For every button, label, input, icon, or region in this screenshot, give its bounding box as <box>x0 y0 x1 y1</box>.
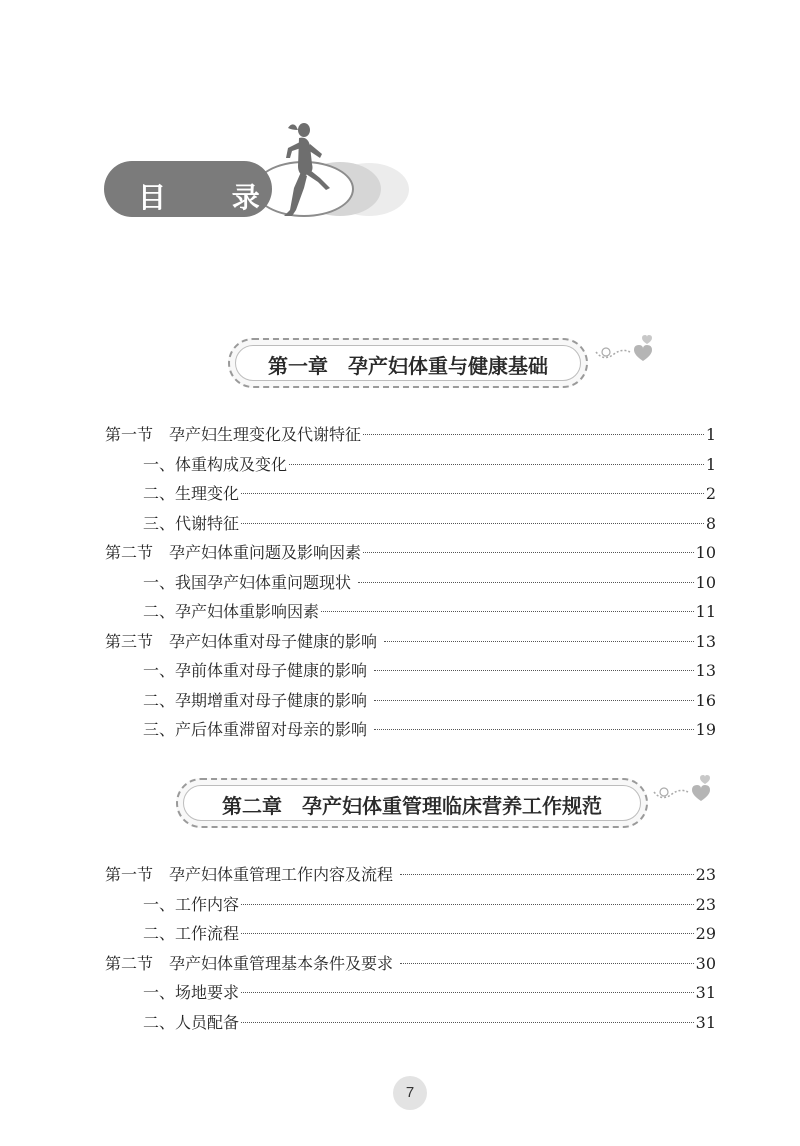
dot-leader <box>241 493 704 494</box>
toc-item-row[interactable] <box>105 1008 716 1038</box>
toc-item-row[interactable] <box>105 656 716 686</box>
toc-page-number: 11 <box>695 602 716 621</box>
toc-section-row[interactable] <box>105 420 716 450</box>
toc-item-row[interactable] <box>105 597 716 627</box>
toc-item-row[interactable] <box>105 978 716 1008</box>
toc-item-row[interactable] <box>105 509 716 539</box>
toc-item-row[interactable] <box>105 568 716 598</box>
toc-item-row[interactable] <box>105 890 716 920</box>
toc-page-number: 23 <box>695 865 716 884</box>
runner-silhouette-icon <box>274 118 334 222</box>
dot-leader <box>374 670 694 671</box>
toc-page-number: 31 <box>695 983 716 1002</box>
chapter-header <box>228 338 668 388</box>
toc-page-number: 31 <box>695 1012 716 1032</box>
toc-item-row[interactable] <box>105 450 716 480</box>
toc-page-number: 16 <box>695 690 716 710</box>
toc-page-number: 29 <box>695 924 716 943</box>
chapter-title: 第二章 孕产妇体重管理临床营养工作规范 <box>222 794 602 818</box>
toc-entry-label: 一、体重构成及变化 <box>143 454 288 474</box>
toc-title-badge <box>104 118 414 222</box>
toc-entry-label: 二、人员配备 <box>143 1012 240 1032</box>
toc-item-row[interactable] <box>105 479 716 509</box>
dot-leader <box>400 963 694 964</box>
toc-entry-label: 三、代谢特征 <box>143 513 240 533</box>
dot-leader <box>241 933 694 934</box>
toc-item-row[interactable] <box>105 715 716 745</box>
toc-page-number: 13 <box>695 661 716 680</box>
toc-entry-label: 二、生理变化 <box>143 484 240 503</box>
toc-chapter-1 <box>105 420 716 745</box>
page-title: 目 录 <box>138 181 288 214</box>
hearts-icon <box>594 332 654 372</box>
toc-page-number: 13 <box>695 631 716 651</box>
toc-entry-label: 第二节 孕产妇体重问题及影响因素 <box>105 543 362 562</box>
toc-page-number: 1 <box>705 454 716 474</box>
dot-leader <box>241 992 694 993</box>
hearts-icon <box>652 772 712 812</box>
toc-section-row[interactable] <box>105 860 716 890</box>
toc-page-number: 30 <box>695 953 716 973</box>
toc-item-row[interactable] <box>105 919 716 949</box>
toc-item-row[interactable] <box>105 686 716 716</box>
toc-page-number: 8 <box>705 513 716 533</box>
dot-leader <box>363 434 704 435</box>
toc-entry-label: 二、孕期增重对母子健康的影响 <box>143 690 373 710</box>
toc-page-number: 2 <box>705 484 716 503</box>
toc-entry-label: 一、孕前体重对母子健康的影响 <box>143 661 373 680</box>
toc-page-number: 19 <box>695 720 716 739</box>
toc-entry-label: 二、工作流程 <box>143 924 240 943</box>
chapter-header <box>176 778 716 828</box>
toc-entry-label: 一、场地要求 <box>143 983 240 1002</box>
toc-entry-label: 二、孕产妇体重影响因素 <box>143 602 320 621</box>
dot-leader <box>384 641 694 642</box>
dot-leader <box>374 700 694 701</box>
toc-entry-label: 第一节 孕产妇生理变化及代谢特征 <box>105 425 362 444</box>
dot-leader <box>400 874 694 875</box>
toc-entry-label: 三、产后体重滞留对母亲的影响 <box>143 720 373 739</box>
toc-entry-label: 第一节 孕产妇体重管理工作内容及流程 <box>105 865 399 884</box>
toc-section-row[interactable] <box>105 627 716 657</box>
dot-leader <box>241 523 704 524</box>
toc-page-number: 1 <box>705 425 716 444</box>
dot-leader <box>289 464 704 465</box>
toc-section-row[interactable] <box>105 949 716 979</box>
toc-entry-label: 一、工作内容 <box>143 894 240 914</box>
dot-leader <box>321 611 694 612</box>
toc-entry-label: 第三节 孕产妇体重对母子健康的影响 <box>105 631 383 651</box>
toc-page-number: 10 <box>695 543 716 562</box>
dot-leader <box>241 904 694 905</box>
dot-leader <box>363 552 694 553</box>
toc-page-number: 23 <box>695 894 716 914</box>
toc-page-number: 10 <box>695 572 716 592</box>
toc-entry-label: 第二节 孕产妇体重管理基本条件及要求 <box>105 953 399 973</box>
dot-leader <box>241 1022 694 1023</box>
dot-leader <box>374 729 694 730</box>
toc-section-row[interactable] <box>105 538 716 568</box>
dot-leader <box>358 582 694 583</box>
toc-chapter-2 <box>105 860 716 1037</box>
toc-entry-label: 一、我国孕产妇体重问题现状 <box>143 572 357 592</box>
chapter-title: 第一章 孕产妇体重与健康基础 <box>268 354 548 378</box>
page-number: 7 <box>393 1076 427 1110</box>
